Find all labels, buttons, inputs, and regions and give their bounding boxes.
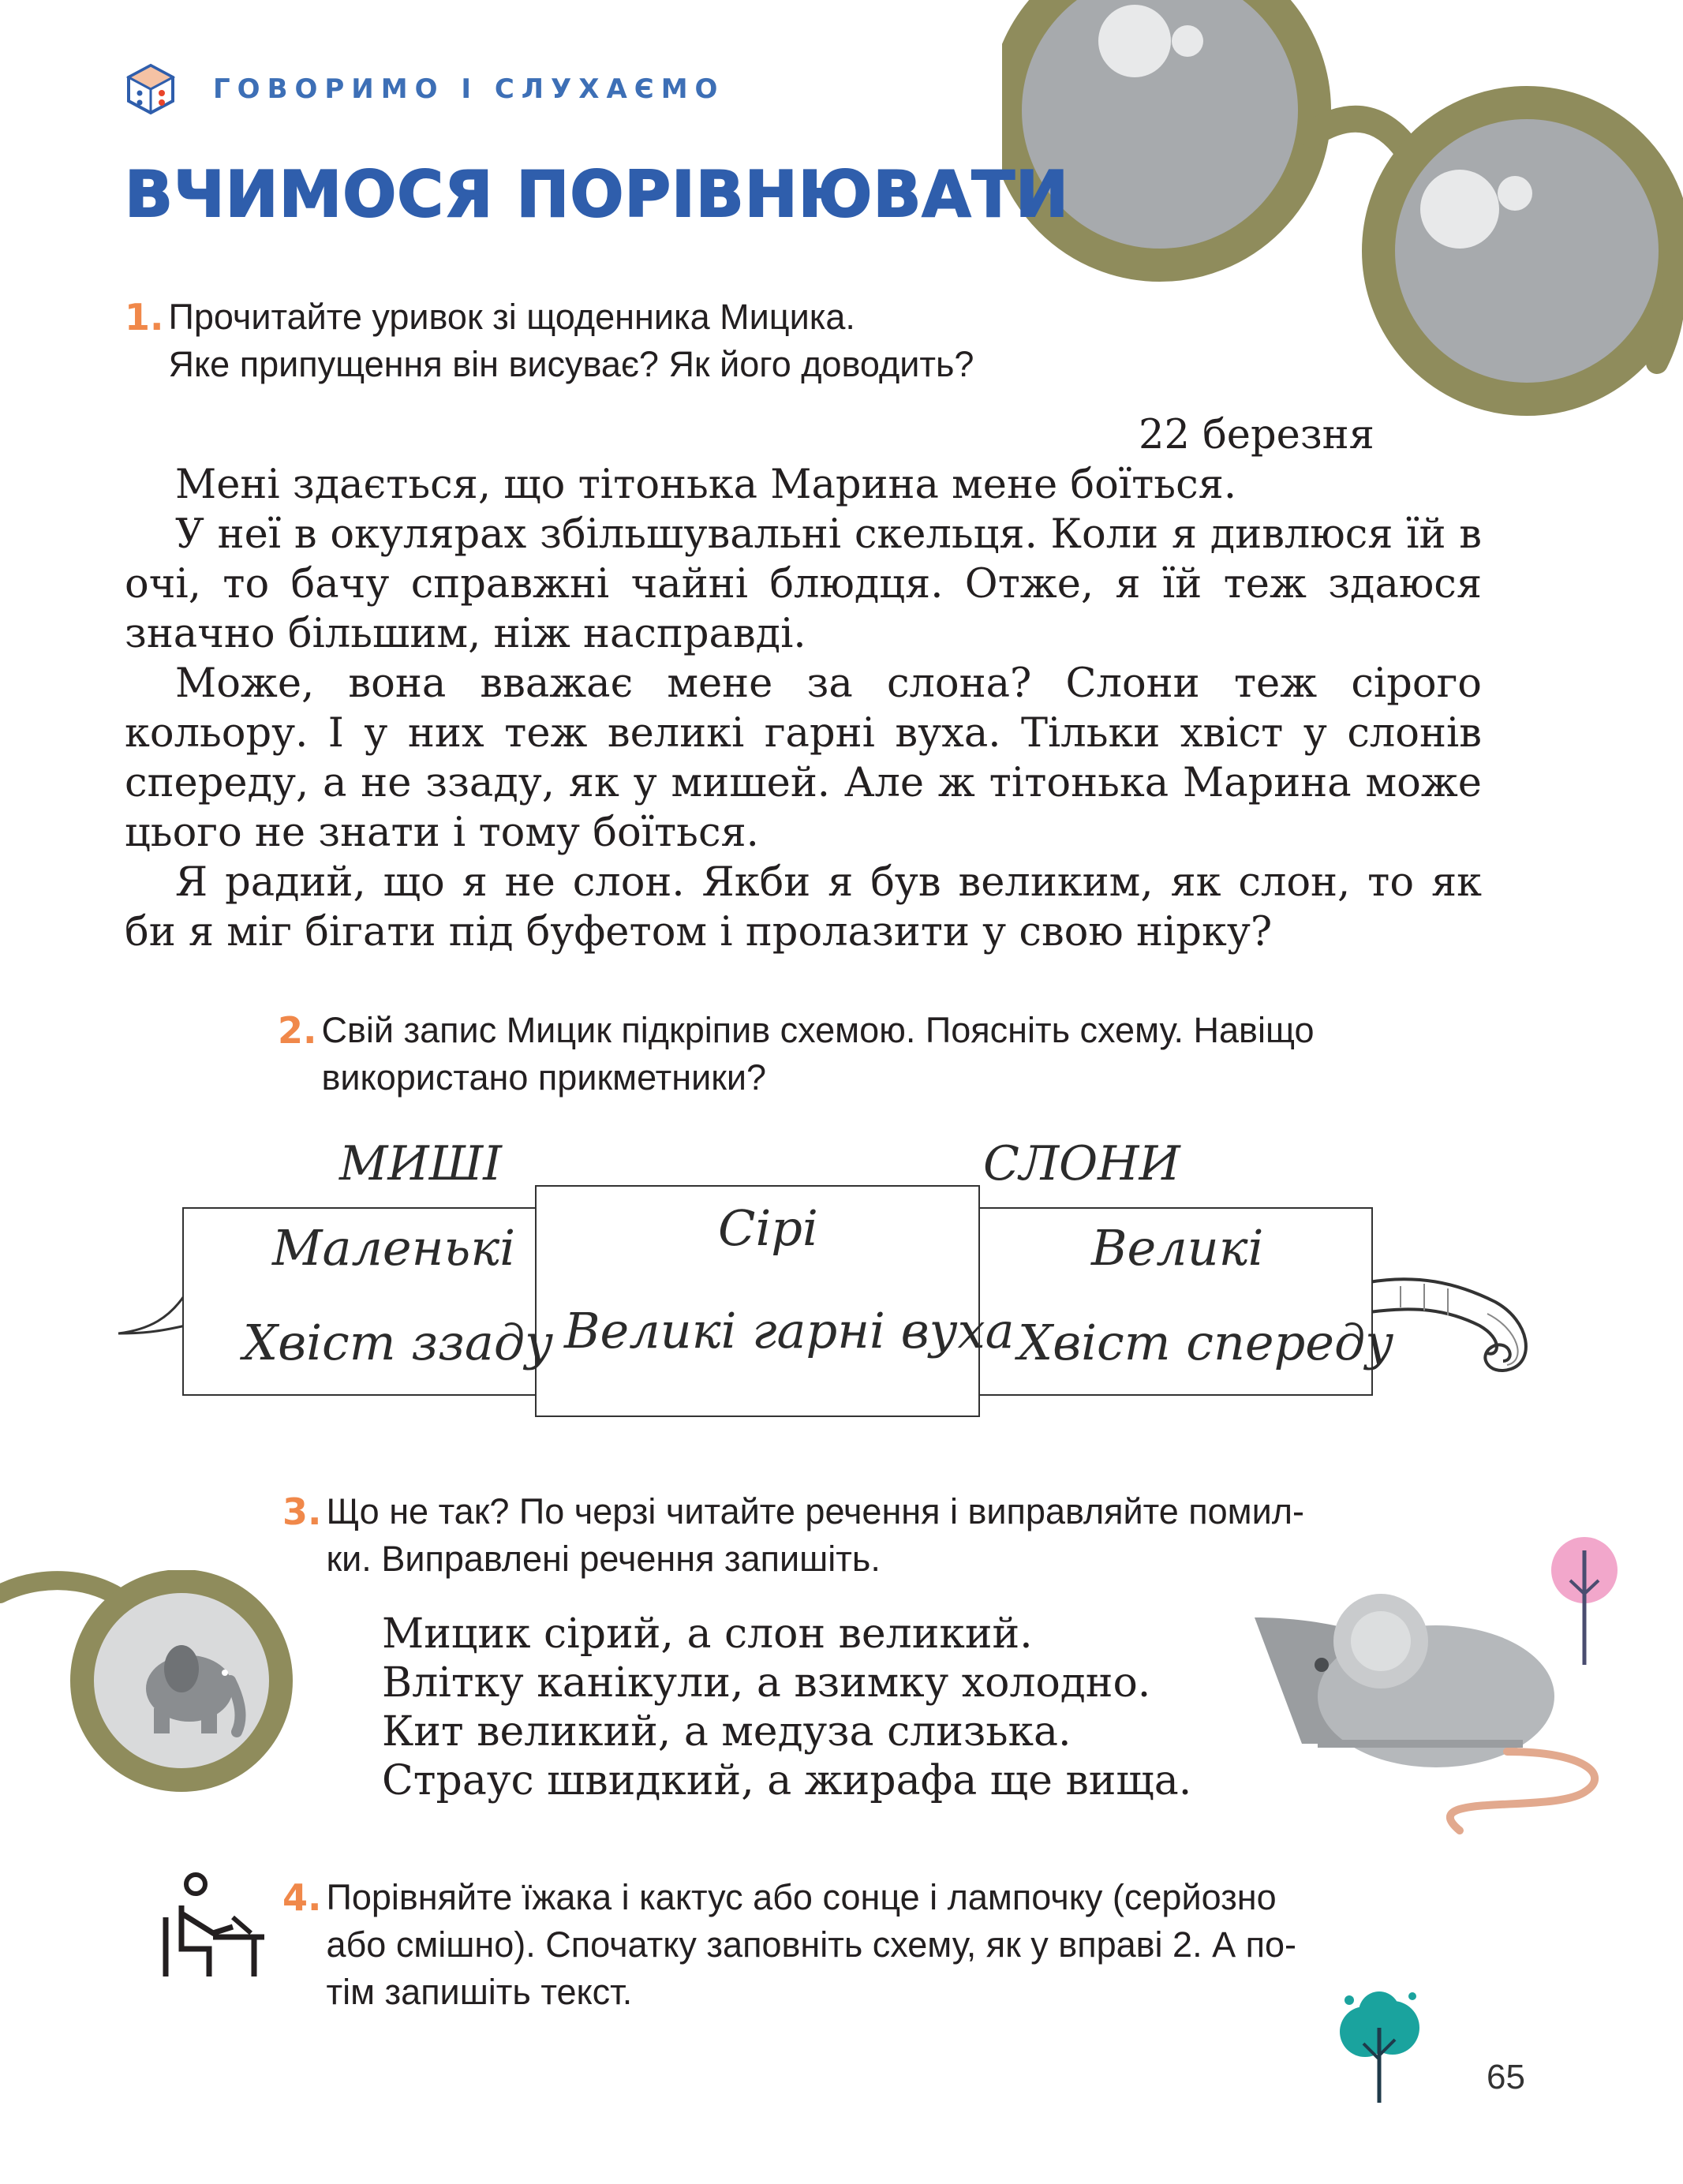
scheme-middle-line-1: Сірі <box>718 1199 818 1257</box>
scheme-right-line-1: Великі <box>1091 1219 1264 1277</box>
task-2-text: Свій запис Мицик підкріпив схемою. Поясніть схему. Навіщо використано прикметники? <box>321 1010 1315 1098</box>
mouse-tail-drawing <box>110 1286 189 1357</box>
scheme-left-line-1: Маленькі <box>272 1219 516 1277</box>
task-1-number: 1. <box>125 296 164 338</box>
scheme-left-line-2: Хвіст ззаду <box>243 1314 554 1371</box>
dice-icon <box>125 63 177 115</box>
task-2 <box>278 1007 1540 1101</box>
elephant-trunk-drawing <box>1369 1266 1546 1385</box>
diary-paragraph: У неї в окулярах збільшувальні скельця. Коли я дивлюся їй в очі, то бачу справжні чайні блюдця. Отже, я їй теж здаюся значно більшим, ніж насправді. <box>125 511 1482 657</box>
task-3-number: 3. <box>282 1490 322 1533</box>
sentence-list <box>382 1610 1191 1805</box>
task-2-number: 2. <box>278 1009 317 1052</box>
scheme-left-heading: МИШІ <box>339 1136 502 1191</box>
teal-tree-icon <box>1333 1988 1428 2107</box>
scheme-right-line-2: Хвіст спереду <box>1018 1314 1394 1371</box>
page-number: 65 <box>1487 2058 1525 2096</box>
diary-date: 22 березня <box>1139 412 1374 458</box>
task-1 <box>125 294 1150 388</box>
section-label: ГОВОРИМО І СЛУХАЄМО <box>213 73 725 105</box>
list-item: Влітку канікули, а взимку холодно. <box>382 1659 1151 1707</box>
writing-person-icon <box>158 1870 268 1980</box>
section-tag <box>125 63 724 115</box>
diary-text <box>125 460 1482 957</box>
elephant-magnifier-icon <box>0 1570 300 1807</box>
diary-paragraph: Може, вона вважає мене за слона? Слони теж сірого кольору. І у них теж великі гарні вуха. Тільки хвіст у слонів спереду, а не ззаду, як у мишей. Але ж тітонька Марина може цього не знати і тому боїться. <box>125 660 1482 856</box>
diary-paragraph: Я радий, що я не слон. Якби я був великим, як слон, то як би я міг бігати під буфетом і пролазити у свою нірку? <box>125 859 1482 956</box>
task-4-text: Порівняйте їжака і кактус або сонце і лампочку (серйозно або смішно). Спочатку заповніть схему, як у вправі 2. А по- тім запишіть текст. <box>326 1877 1296 2012</box>
list-item: Кит великий, а медуза слизька. <box>382 1708 1072 1756</box>
scheme-right-heading: СЛОНИ <box>983 1136 1180 1191</box>
pink-tree-icon <box>1546 1535 1625 1669</box>
list-item: Мицик сірий, а слон великий. <box>382 1610 1033 1658</box>
page-title: ВЧИМОСЯ ПОРІВНЮВАТИ <box>125 158 1069 231</box>
task-4-number: 4. <box>282 1876 322 1919</box>
scheme-middle-line-2: Великі гарні вуха <box>564 1302 1015 1359</box>
task-3-text: Що не так? По черзі читайте речення і виправляйте помил- ки. Виправлені речення запишіть. <box>326 1491 1304 1579</box>
task-3 <box>282 1488 1545 1583</box>
task-1-text: Прочитайте уривок зі щоденника Мицика. Яке припущення він висуває? Як його доводить? <box>168 297 974 384</box>
list-item: Страус швидкий, а жирафа ще вища. <box>382 1757 1192 1804</box>
diary-paragraph: Мені здається, що тітонька Марина мене боїться. <box>175 462 1237 508</box>
